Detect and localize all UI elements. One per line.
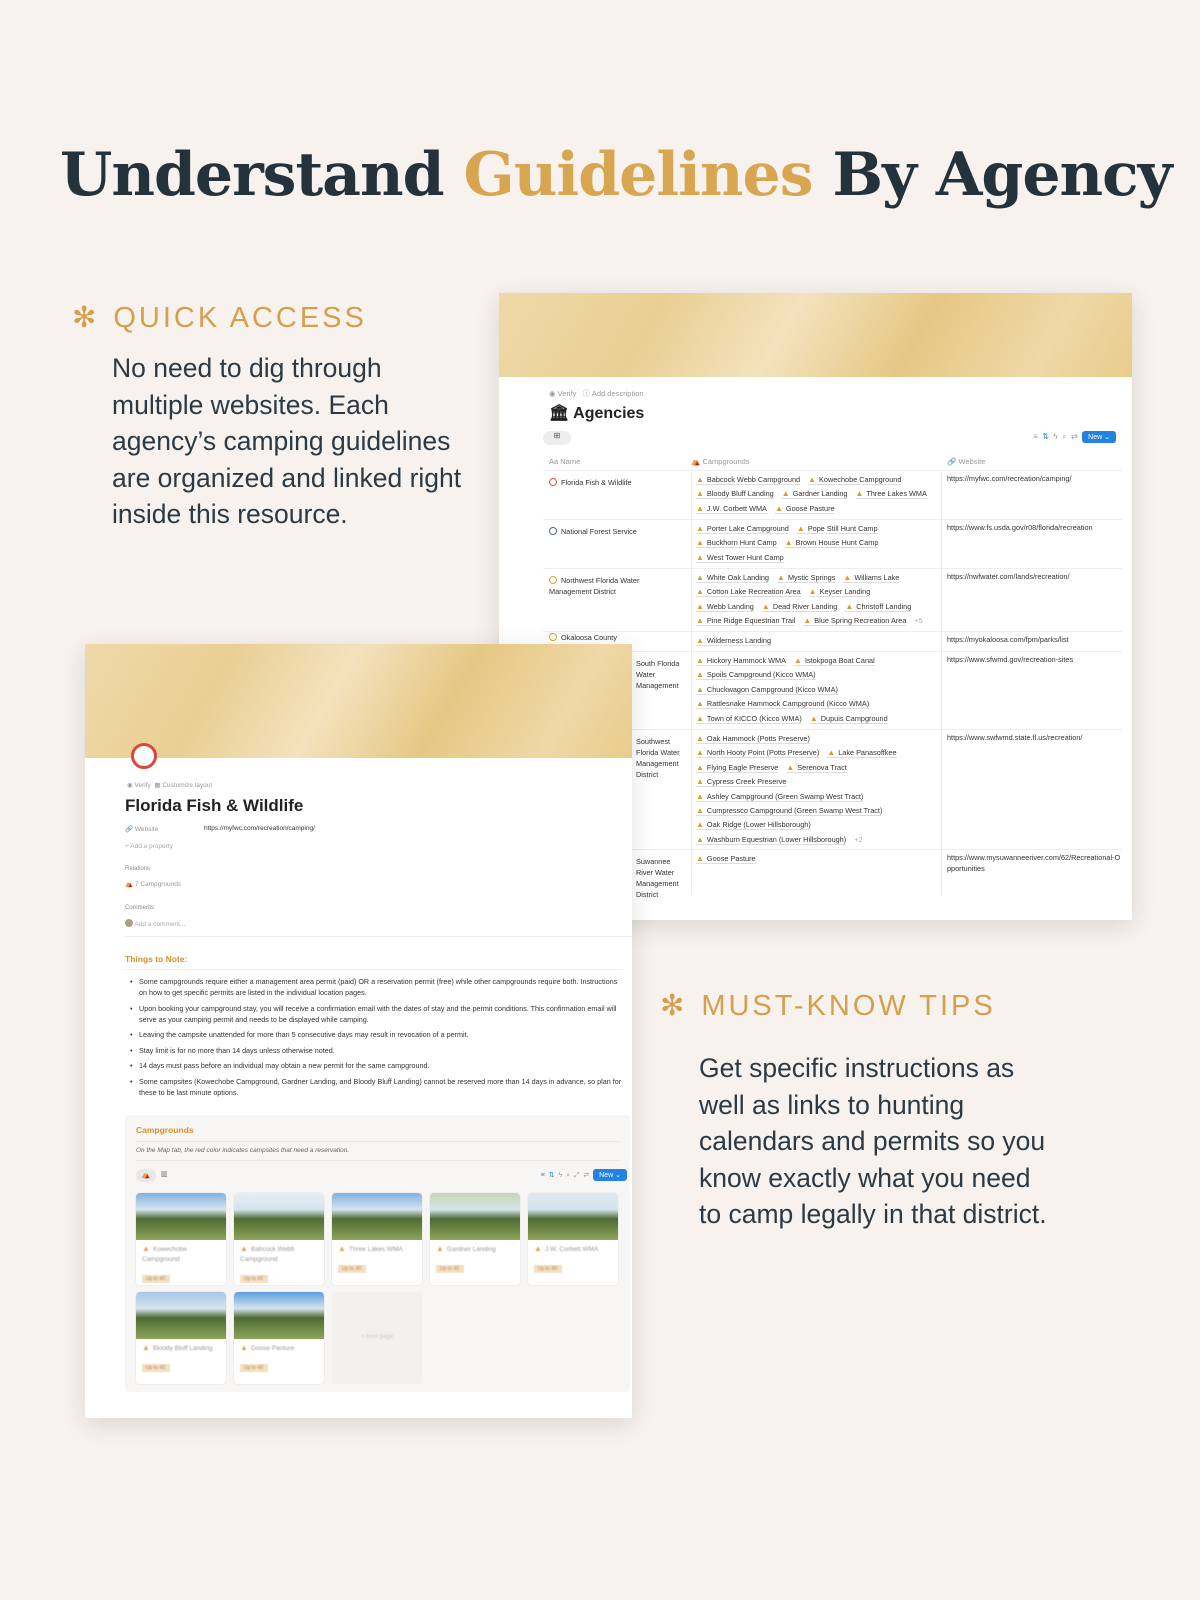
tent-icon: ▲ [696, 524, 704, 533]
tent-icon: ▲ [696, 699, 704, 709]
new-button[interactable]: New ⌄ [593, 1169, 627, 1181]
campground-link[interactable]: ▲ Oak Hammock (Potts Preserve) [696, 734, 810, 743]
campground-link[interactable]: ▲ Dead River Landing [761, 601, 838, 611]
map-hint: On the Map tab, the red color indicates campsites that need a reservation. [136, 1147, 350, 1154]
campground-name: J.W. Corbett WMA [544, 1246, 599, 1253]
settings-icon[interactable]: ⇄ [1071, 432, 1078, 441]
relations-label: Relations [125, 866, 151, 872]
tent-icon: ▲ [696, 636, 704, 645]
search-icon[interactable]: ⌕ [1062, 432, 1067, 441]
note-item: • 14 days must pass before an individual may obtain a new permit for the same campground. [127, 1060, 622, 1071]
tent-icon: ▲ [803, 616, 812, 626]
tent-icon: ▲ [696, 503, 704, 513]
agency-name-text: Northwest Florida Water Management District [549, 576, 640, 596]
website-cell[interactable]: https://www.mysuwanneeriver.com/62/Recreational-Opportunities [941, 850, 1121, 895]
verify-button[interactable]: ◉ Verify [549, 389, 577, 398]
tent-icon: ▲ [142, 1244, 150, 1253]
tent-icon: ▲ [786, 762, 795, 772]
campground-link[interactable]: ▲ Pine Ridge Equestrian Trail [696, 616, 796, 626]
campground-link[interactable]: ▲ Buckhorn Hunt Camp [696, 538, 777, 548]
campground-photo [234, 1292, 324, 1339]
page-headline: Understand Guidelines By Agency [60, 140, 1172, 210]
campground-photo [332, 1193, 422, 1240]
campground-link[interactable]: ▲ Flying Eagle Preserve [696, 762, 779, 772]
tent-icon: ▲ [338, 1244, 346, 1253]
verify-button[interactable]: ◉ Verify [127, 782, 151, 789]
tent-icon: ▲ [534, 1244, 542, 1253]
tent-icon: ▲ [696, 489, 704, 499]
campground-link[interactable]: ▲ Ashley Campground (Green Swamp West Tract) [696, 791, 864, 801]
website-cell[interactable]: https://myfwc.com/recreation/camping/ [941, 471, 1121, 519]
campground-link[interactable]: ▲ Hickory Hammock WMA [696, 656, 786, 665]
expand-icon[interactable]: ⤢ [573, 1172, 580, 1179]
agency-name-text: South Florida Water Management [636, 659, 680, 690]
comments-label: Comments [125, 905, 155, 911]
more-count[interactable]: +2 [854, 834, 863, 844]
campground-name: Kowechobe Campground [142, 1246, 187, 1263]
agency-name[interactable] [636, 736, 689, 780]
campground-card[interactable] [430, 1193, 520, 1285]
add-comment-input[interactable]: Add a comment... [125, 919, 185, 928]
tent-icon: ▲ [774, 503, 783, 513]
campground-link[interactable]: ▲ Pope Still Hunt Camp [796, 524, 878, 533]
add-description-button[interactable]: ⓘ Add description [582, 389, 644, 398]
tent-icon: ▲ [761, 601, 770, 611]
page-icon-circle [131, 743, 157, 769]
table-row[interactable] [543, 568, 1122, 631]
campground-link[interactable]: ▲ Gardner Landing [781, 489, 848, 499]
campground-name: Bloody Bluff Landing [152, 1345, 213, 1352]
tent-icon: ▲ [855, 489, 864, 499]
status-circle-icon [549, 633, 557, 641]
notes-heading: Things to Note: [125, 954, 188, 964]
board-view-tab[interactable]: ▥ [161, 1171, 168, 1178]
cover-image [499, 293, 1132, 377]
status-circle-icon [549, 576, 557, 584]
campground-link[interactable]: ▲ Brown House Hunt Camp [784, 538, 879, 548]
note-item: • Leaving the campsite unattended for more than 5 consecutive days may result in revocation of a permit. [127, 1029, 622, 1040]
tent-icon: ▲ [696, 587, 704, 597]
column-header-campgrounds[interactable]: ⛺ Campgrounds [691, 457, 750, 466]
campground-link[interactable]: ▲ Istokpoga Boat Canal [794, 656, 875, 665]
bank-icon: 🏛 [549, 405, 570, 422]
campgrounds-callout [125, 1115, 630, 1392]
agency-name[interactable] [549, 526, 679, 537]
campground-link[interactable]: ▲ Wilderness Landing [696, 636, 772, 645]
campground-link[interactable]: ▲ Goose Pasture [696, 854, 756, 863]
tent-icon: ▲ [696, 713, 704, 723]
campground-link[interactable]: ▲ Keyser Landing [808, 587, 871, 597]
note-item: • Stay limit is for no more than 14 days unless otherwise noted. [127, 1045, 622, 1056]
tent-icon: ▲ [696, 734, 704, 743]
campground-link[interactable]: ▲ Bloody Bluff Landing [696, 489, 774, 499]
campground-card[interactable] [234, 1193, 324, 1285]
campground-link[interactable]: ▲ Oak Ridge (Lower Hillsborough) [696, 820, 811, 830]
campground-photo [430, 1193, 520, 1240]
campground-link[interactable]: ▲ J.W. Corbett WMA [696, 503, 767, 513]
agency-name[interactable] [549, 477, 679, 488]
settings-icon[interactable]: ⇄ [583, 1172, 590, 1179]
add-property-button[interactable]: + Add a property [125, 843, 173, 850]
campground-link[interactable]: ▲ Town of KICCO (Kicco WMA) [696, 713, 802, 723]
campground-link[interactable]: ▲ Three Lakes WMA [855, 489, 927, 499]
status-circle-icon [549, 527, 557, 535]
table-row[interactable] [543, 470, 1122, 519]
column-header-website[interactable]: 🔗 Website [947, 457, 986, 466]
avatar [125, 919, 133, 927]
tent-icon: ▲ [696, 475, 704, 484]
tent-icon: ▲ [696, 538, 704, 548]
agency-page-screenshot [85, 644, 632, 1418]
tent-icon: ▲ [784, 538, 793, 548]
note-item: • Some campgrounds require either a management area permit (paid) OR a reservation permit (free) while other campgrounds require both. Instructions on how to get specific permits are listed in the individual location pages. [127, 976, 622, 998]
table-row[interactable] [543, 519, 1122, 568]
automation-icon[interactable]: ϟ [558, 1172, 563, 1179]
campground-name: Goose Pasture [250, 1345, 295, 1352]
quick-access-text: No need to dig through multiple websites. Each agency’s camping guidelines are organized and linked right inside this resource. [112, 353, 462, 529]
campground-link[interactable]: ▲ White Oak Landing [696, 573, 769, 582]
campground-link[interactable]: ▲ Dupuis Campground [809, 713, 888, 723]
campground-link[interactable]: ▲ Williams Lake [843, 573, 900, 582]
campground-link[interactable]: ▲ Cypress Creek Preserve [696, 777, 787, 787]
agency-name[interactable] [636, 856, 689, 900]
campground-link[interactable]: ▲ Blue Spring Recreation Area [803, 616, 907, 626]
column-header-name[interactable]: Aa Name [549, 457, 581, 466]
website-cell[interactable]: https://nwfwater.com/lands/recreation/ [941, 569, 1121, 631]
website-cell[interactable]: https://www.sfwmd.gov/recreation-sites [941, 652, 1121, 729]
tent-icon: ▲ [696, 748, 704, 758]
campground-link[interactable]: ▲ Mystic Springs [777, 573, 836, 582]
tent-icon: ▲ [809, 713, 818, 723]
campground-link[interactable]: ▲ Serenova Tract [786, 762, 847, 772]
gallery-view-tab[interactable]: ⛺ [136, 1169, 156, 1182]
note-item: • Upon booking your campground stay, you will receive a confirmation email with the dates of stay and the permit conditions. This confirmation email will serve as your camping permit and needs to be displayed while camping. [127, 1003, 622, 1025]
size-tag: Up to 45' [142, 1275, 170, 1283]
more-count[interactable]: +5 [914, 616, 923, 626]
tent-icon: ▲ [777, 573, 785, 582]
tent-icon: ▲ [808, 475, 817, 484]
customize-layout-button[interactable]: ▦ Customize layout [154, 782, 213, 789]
tent-icon: ▲ [696, 806, 704, 816]
campground-photo [136, 1292, 226, 1339]
campground-name: Three Lakes WMA [348, 1246, 403, 1253]
search-icon[interactable]: ⌕ [566, 1172, 571, 1179]
tent-icon: ▲ [696, 791, 704, 801]
toolbar [1033, 431, 1116, 443]
quick-access-heading: ✻ QUICK ACCESS [72, 302, 367, 334]
campground-link[interactable]: ▲ North Hooty Point (Potts Preserve) [696, 748, 820, 758]
tent-icon: ▲ [696, 573, 704, 582]
campground-name: Babcock Webb Campground [240, 1246, 295, 1263]
tent-icon: ▲ [696, 616, 704, 626]
tent-icon: ▲ [696, 552, 704, 562]
agency-name[interactable] [636, 658, 689, 691]
table-view-tab[interactable]: ⊞ [543, 431, 571, 445]
sort-icon[interactable]: ⇅ [1042, 432, 1049, 441]
campground-link[interactable]: ▲ West Tower Hunt Camp [696, 552, 784, 562]
cover-image [85, 644, 632, 758]
database-title: 🏛 Agencies [549, 405, 645, 422]
tips-heading: ✻ MUST-KNOW TIPS [660, 990, 996, 1022]
campground-photo [528, 1193, 618, 1240]
website-cell[interactable]: https://myokaloosa.com/fpm/parks/list [941, 632, 1121, 651]
campground-card[interactable] [528, 1193, 618, 1285]
campground-link[interactable]: ▲ Chuckwagon Campground (Kicco WMA) [696, 684, 838, 694]
tent-icon: ▲ [827, 748, 836, 758]
campground-link[interactable]: ▲ Spoils Campground (Kicco WMA) [696, 670, 816, 680]
size-tag: Up to 45' [338, 1265, 366, 1273]
tent-icon: ▲ [240, 1244, 248, 1253]
tent-icon: ▲ [843, 573, 852, 582]
tent-icon: ▲ [696, 834, 704, 844]
new-page-card[interactable]: + New page [332, 1292, 422, 1384]
campground-card[interactable] [136, 1292, 226, 1384]
campground-photo [234, 1193, 324, 1240]
tent-icon: ▲ [696, 762, 704, 772]
size-tag: Up to 45' [240, 1364, 268, 1372]
website-cell[interactable]: https://www.fs.usda.gov/r08/florida/recreation [941, 520, 1121, 568]
tent-icon: ▲ [696, 670, 704, 680]
website-property-label: 🔗 Website [125, 826, 159, 833]
tent-icon: ▲ [794, 656, 802, 665]
tent-icon: ▲ [696, 820, 704, 830]
campground-photo [136, 1193, 226, 1240]
notes-list [127, 976, 622, 1102]
campground-link[interactable]: ▲ Lake Panasoffkee [827, 748, 897, 758]
tent-icon: ▲ [696, 601, 704, 611]
status-circle-icon [549, 478, 557, 486]
campgrounds-heading: Campgrounds [136, 1125, 194, 1135]
agency-name-text: Florida Fish & Wildlife [561, 478, 632, 487]
campground-link[interactable]: ▲ Goose Pasture [774, 503, 835, 513]
size-tag: Up to 45' [534, 1265, 562, 1273]
agency-name-text: National Forest Service [561, 527, 637, 536]
campground-card[interactable] [234, 1292, 324, 1384]
agency-name[interactable] [549, 575, 679, 597]
campground-link[interactable]: ▲ Washburn Equestrian (Lower Hillsborough) [696, 834, 847, 844]
agency-name-text: Okaloosa County [561, 633, 617, 642]
tent-icon: ▲ [808, 587, 817, 597]
website-property-value[interactable]: https://myfwc.com/recreation/camping/ [204, 825, 315, 832]
agency-name[interactable] [549, 633, 679, 643]
campground-link[interactable]: ▲ Babcock Webb Campground [696, 475, 801, 484]
filter-icon[interactable]: ≡ [1033, 432, 1038, 441]
page-title: Florida Fish & Wildlife [125, 796, 304, 815]
tent-icon: ▲ [142, 1343, 150, 1352]
filter-icon[interactable]: ≡ [540, 1172, 545, 1179]
campground-name: Gardner Landing [446, 1246, 496, 1253]
campground-link[interactable]: ▲ Christoff Landing [845, 601, 912, 611]
automation-icon[interactable]: ϟ [1053, 432, 1058, 441]
note-item: • Some campsites (Kowechobe Campground, Gardner Landing, and Bloody Bluff Landing) cannot be reserved more than 14 days in advance, so plan for these to be last minute options. [127, 1076, 622, 1098]
tent-icon: ▲ [696, 854, 704, 863]
tent-icon: ▲ [240, 1343, 248, 1352]
tips-text: Get specific instructions as well as links to hunting calendars and permits so you know exactly what you need to camp legally in that district. [699, 1053, 1047, 1229]
tent-icon: ▲ [845, 601, 854, 611]
tent-icon: ▲ [436, 1244, 444, 1253]
campground-link[interactable]: ▲ Rattlesnake Hammock Campground (Kicco WMA) [696, 699, 870, 709]
size-tag: Up to 45' [240, 1275, 268, 1283]
tent-icon: ▲ [696, 684, 704, 694]
agency-name-text: Southwest Florida Water Management District [636, 737, 680, 779]
campground-link[interactable]: ▲ Porter Lake Campground [696, 524, 789, 533]
tent-icon: ▲ [696, 656, 704, 665]
campground-card[interactable] [136, 1193, 226, 1285]
campground-link[interactable]: ▲ Cumpressco Campground (Green Swamp West Tract) [696, 806, 883, 816]
campground-link[interactable]: ▲ Cotton Lake Recreation Area [696, 587, 801, 597]
campground-link[interactable]: ▲ Kowechobe Campground [808, 475, 902, 484]
campground-link[interactable]: ▲ Webb Landing [696, 601, 754, 611]
campground-card[interactable] [332, 1193, 422, 1285]
sort-icon[interactable]: ⇅ [548, 1172, 555, 1179]
tent-icon: ▲ [696, 777, 704, 787]
tent-icon: ▲ [781, 489, 790, 499]
new-button[interactable]: New ⌄ [1082, 431, 1116, 443]
relations-campgrounds-link[interactable]: ⛺ 7 Campgrounds [125, 881, 182, 888]
website-cell[interactable]: https://www.swfwmd.state.fl.us/recreation/ [941, 730, 1121, 849]
agency-name-text: Suwannee River Water Management District [636, 857, 679, 899]
size-tag: Up to 45' [142, 1364, 170, 1372]
size-tag: Up to 45' [436, 1265, 464, 1273]
tent-icon: ▲ [796, 524, 805, 533]
